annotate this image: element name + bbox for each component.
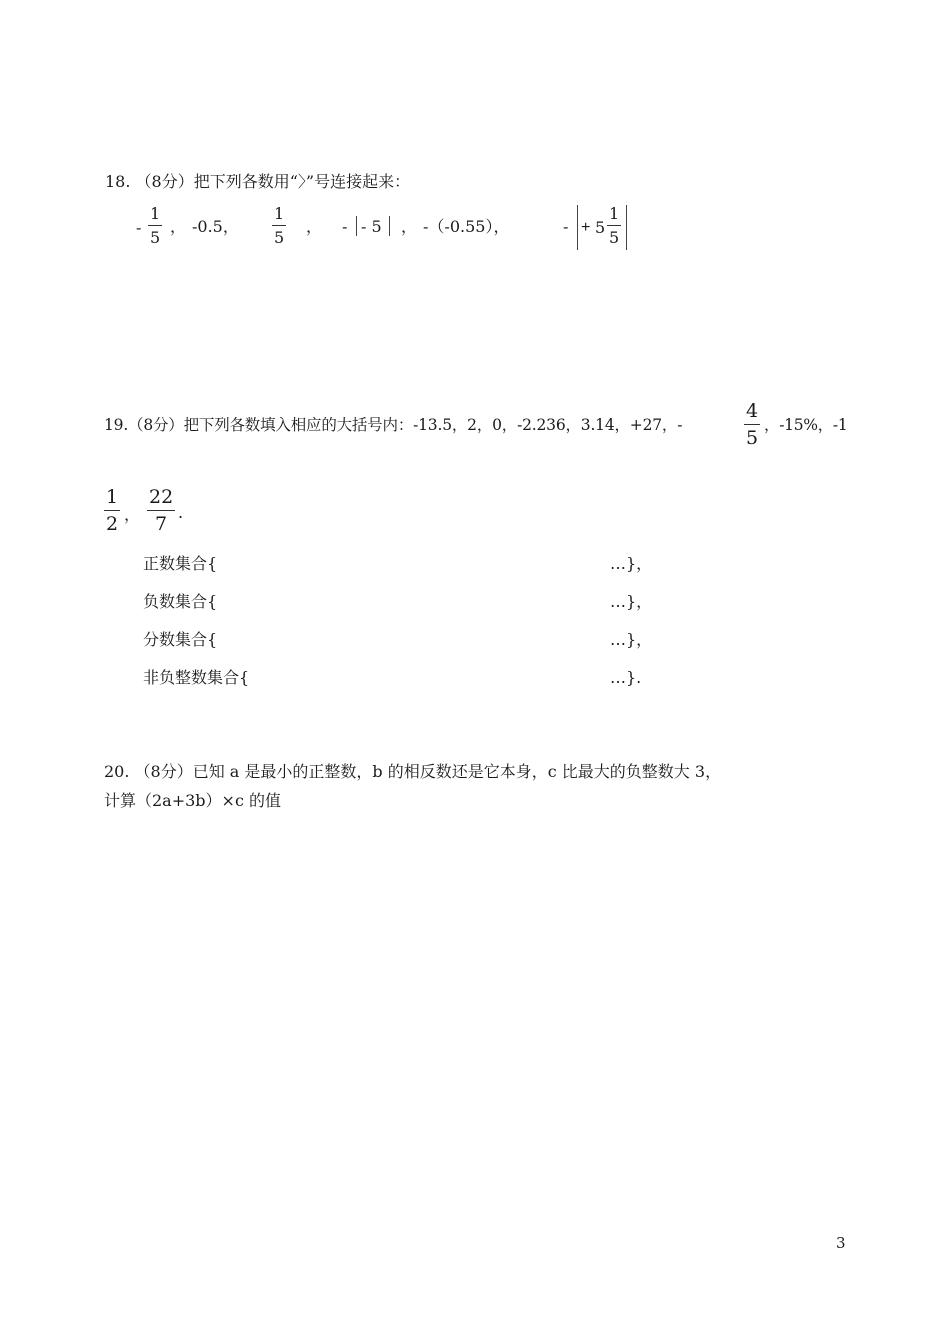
absolute-bar-right	[389, 216, 390, 236]
q18-item1-denominator: 5	[150, 228, 161, 247]
q18-item6-plus: +	[581, 219, 591, 236]
absolute-bar-left	[577, 205, 578, 250]
q18-item3-denominator: 5	[274, 228, 285, 247]
q19-fraction-4-5	[744, 402, 760, 448]
q19-frac1-numerator: 4	[746, 400, 759, 422]
q19-stem: 19.（8分）把下列各数填入相应的大括号内：-13.5，2，0，-2.236，3.14，+27，-	[104, 416, 683, 434]
q18-item5: -（-0.55），	[423, 217, 510, 236]
set-positive-label: 正数集合{	[143, 554, 218, 573]
q18-item6-whole: 5	[595, 218, 606, 237]
set-positive-end: …}，	[610, 554, 653, 573]
q18-item6-fraction	[607, 206, 621, 246]
q18-item4-sign: -	[342, 217, 348, 236]
q19-frac3-denominator: 7	[155, 513, 168, 535]
q18-item1-fraction	[148, 206, 162, 246]
q18-separator: ，	[170, 217, 187, 236]
set-nonnegative-integer-label: 非负整数集合{	[143, 668, 250, 687]
q18-item6-denominator: 5	[609, 228, 620, 247]
q20-line2: 计算（2a+3b）×c 的值	[104, 791, 282, 810]
q19-fraction-22-7	[147, 488, 175, 534]
q19-frac3-numerator: 22	[149, 486, 174, 508]
q19-line2-separator: ，	[124, 505, 141, 524]
set-nonnegative-integer-end: …}.	[610, 668, 642, 687]
q19-line2-end: .	[178, 503, 184, 522]
q18-item3-fraction	[272, 206, 286, 246]
q18-item2: -0.5，	[192, 217, 239, 236]
absolute-bar-left	[356, 216, 357, 236]
q18-item1-sign: -	[136, 218, 142, 237]
set-fraction-end: …}，	[610, 630, 653, 649]
q19-fraction-1-2	[104, 488, 120, 534]
q18-item6-numerator: 1	[609, 204, 620, 223]
q18-item3-numerator: 1	[274, 204, 285, 223]
q18-item4-inner: - 5	[361, 217, 382, 236]
q20-line1: 20. （8分）已知 a 是最小的正整数，b 的相反数还是它本身，c 比最大的负整数大 3，	[104, 762, 722, 781]
q19-frac2-numerator: 1	[106, 486, 119, 508]
set-fraction-label: 分数集合{	[143, 630, 218, 649]
q18-item1-numerator: 1	[150, 204, 161, 223]
q18-separator: ，	[306, 217, 323, 236]
q18-item6-sign: -	[563, 217, 569, 236]
q19-tail: ，-15%，-1	[764, 416, 848, 434]
q19-frac1-denominator: 5	[746, 427, 759, 449]
q18-separator: ，	[401, 217, 418, 236]
page-number: 3	[836, 1234, 846, 1252]
set-negative-label: 负数集合{	[143, 592, 218, 611]
set-negative-end: …}，	[610, 592, 653, 611]
absolute-bar-right	[626, 205, 627, 250]
q19-frac2-denominator: 2	[106, 513, 119, 535]
q18-stem: 18. （8分）把下列各数用“〉”号连接起来：	[105, 172, 411, 191]
